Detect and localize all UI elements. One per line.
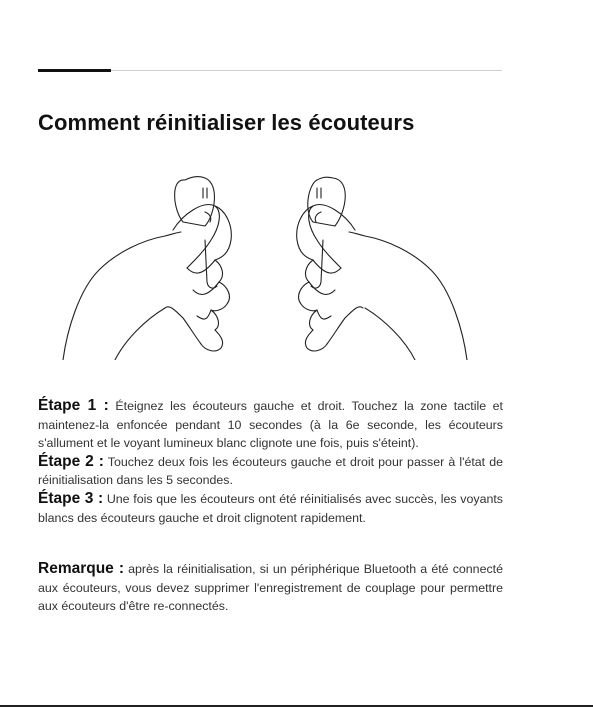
step-2-text: Touchez deux fois les écouteurs gauche et droit pour passer à l'état de réinitialisation dans les 5 secondes. — [38, 454, 503, 488]
reset-steps — [38, 397, 503, 527]
step-2 — [38, 453, 503, 490]
right-hand-earbud-icon — [297, 177, 467, 360]
note-label: Remarque : — [38, 560, 124, 577]
step-2-label: Étape 2 : — [38, 452, 104, 470]
step-3-text: Une fois que les écouteurs ont été réinitialisés avec succès, les voyants blancs des écouteurs gauche et droit clignotent rapidement. — [38, 491, 503, 525]
note-paragraph — [38, 560, 503, 616]
earbud-reset-illustration — [55, 170, 475, 360]
page-title: Comment réinitialiser les écouteurs — [38, 110, 415, 135]
header-accent-bar — [38, 69, 111, 72]
step-1-text: Éteignez les écouteurs gauche et droit. Touchez la zone tactile et maintenez-la enfoncée pendant 10 secondes (à la 6e seconde, les écouteurs s'allument et le voyant lumineux blanc clignote une fois, puis s'éteint). — [38, 399, 504, 451]
left-hand-earbud-icon — [63, 177, 231, 360]
note-text: après la réinitialisation, si un périphérique Bluetooth a été connecté aux écouteurs, vous devez supprimer l'enregistrement de couplage pour permettre aux écouteurs d'être re-connectés. — [38, 562, 503, 614]
step-3-label: Étape 3 : — [38, 489, 104, 507]
step-1-label: Étape 1 : — [38, 397, 109, 414]
step-3 — [38, 490, 503, 527]
step-1 — [38, 397, 503, 453]
